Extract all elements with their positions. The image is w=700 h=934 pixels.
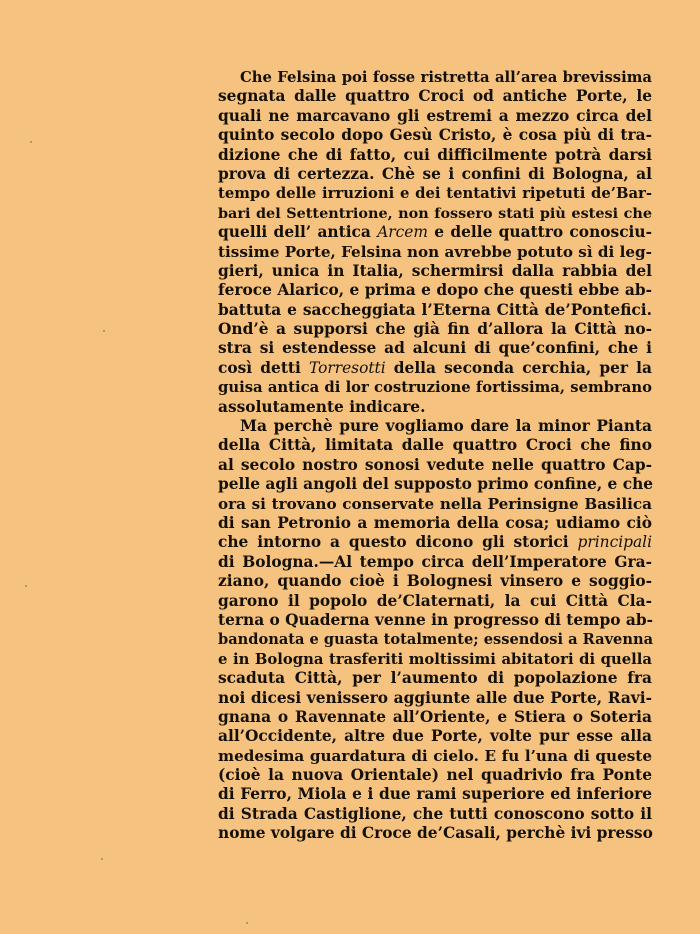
text-line: segnata dalle quattro Croci od antiche Porte, le [218, 87, 652, 106]
margin-speck [246, 922, 248, 924]
text-line: Che Felsina poi fosse ristretta all’area brevissima [240, 69, 652, 86]
paragraph-1 [218, 68, 652, 417]
text-line: quali ne marcavano gli estremi a mezzo circa del [218, 106, 652, 125]
text-line: (cioè la nuova Orientale) nel quadrivio fra Ponte [218, 766, 652, 785]
text-line: guisa antica di lor costruzione fortissima, sembrano [218, 379, 652, 397]
text-line: Ond’è a supporsi che già fin d’allora la Città no- [218, 320, 652, 339]
text-line: medesima guardatura di cielo. E fu l’una di queste [218, 746, 652, 765]
text-line: garono il popolo de’Claternati, la cui Città Cla- [218, 591, 652, 610]
text-line: di Strada Castiglione, che tutti conoscono sotto il [218, 804, 652, 823]
text-line: gnana o Ravennate all’Oriente, e Stiera o Soteria [218, 707, 652, 726]
text-line: quinto secolo dopo Gesù Cristo, è cosa più di tra- [218, 126, 652, 145]
text-line: assolutamente indicare. [218, 397, 426, 416]
text-line: di san Petronio a memoria della cosa; udiamo ciò [218, 513, 652, 532]
text-line: ziano, quando cioè i Bolognesi vinsero e soggio- [218, 572, 652, 591]
margin-speck [30, 141, 32, 143]
text-line: nome volgare di Croce de’Casali, perchè ivi presso [218, 824, 653, 843]
text-line: noi dicesi venissero aggiunte alle due Porte, Ravi- [218, 688, 652, 707]
text-line: di Bologna.—Al tempo circa dell’Imperatore Gra- [218, 552, 652, 571]
text-line: quelli dell’ antica Arcem e delle quattro conosciu- [218, 223, 652, 242]
text-line: e in Bologna trasferiti moltissimi abitatori di quella [218, 650, 652, 668]
text-line: così detti Torresotti della seconda cerchia, per la [218, 358, 652, 377]
text-line: pelle agli angoli del supposto primo confine, e che [218, 475, 654, 494]
text-line: Ma perchè pure vogliamo dare la minor Pianta [240, 417, 652, 436]
text-line: bari del Settentrione, non fossero stati più estesi che [218, 204, 652, 222]
text-line: dizione che di fatto, cui difficilmente potrà darsi [218, 145, 652, 164]
text-line: feroce Alarico, e prima e dopo che questi ebbe ab- [218, 281, 652, 300]
text-line: prova di certezza. Chè se i confini di Bologna, al [218, 164, 652, 183]
text-line: di Ferro, Miola e i due rami superiore ed inferiore [218, 785, 652, 804]
text-line: battuta e saccheggiata l’Eterna Città de’Pontefici. [218, 300, 652, 319]
margin-speck [101, 858, 103, 860]
text-line: al secolo nostro sonosi vedute nelle quattro Cap- [218, 455, 652, 474]
text-line: gieri, unica in Italia, schermirsi dalla rabbia del [218, 261, 652, 280]
text-line: della Città, limitata dalle quattro Croci che fino [218, 436, 652, 455]
text-line: tissime Porte, Felsina non avrebbe potuto sì di leg- [218, 242, 652, 261]
text-line: bandonata e guasta totalmente; essendosi a Ravenna [218, 631, 654, 649]
text-line: stra si estendesse ad alcuni di que’confini, che i [218, 339, 652, 358]
text-line: tempo delle irruzioni e dei tentativi ripetuti de’Bar- [218, 185, 652, 203]
text-line: terna o Quaderna venne in progresso di tempo ab- [218, 610, 653, 629]
text-line: all’Occidente, altre due Porte, volte pur esse alla [218, 727, 652, 746]
text-line: ora si trovano conservate nella Perinsigne Basilica [218, 494, 652, 513]
text-line: scaduta Città, per l’aumento di popolazione fra [218, 669, 652, 688]
margin-speck [25, 585, 27, 587]
page-text-block [218, 68, 652, 844]
paragraph-2 [218, 417, 652, 844]
margin-speck [103, 330, 105, 332]
text-line: che intorno a questo dicono gli storici principali [218, 533, 652, 552]
